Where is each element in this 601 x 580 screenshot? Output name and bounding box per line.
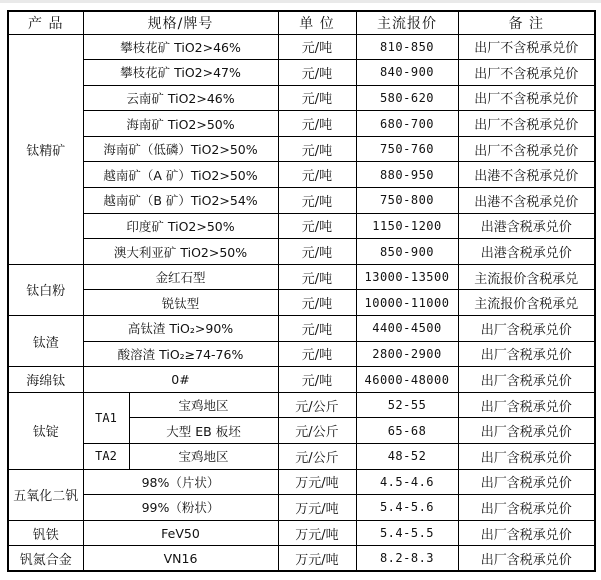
- spec-cell: 云南矿 TiO2>46%: [83, 85, 278, 111]
- header-product: 产 品: [8, 11, 83, 34]
- price-cell: 2800-2900: [356, 341, 458, 367]
- note-cell: 主流报价含税承兑: [458, 264, 595, 290]
- price-cell: 65-68: [356, 418, 458, 444]
- spec-cell: 高钛渣 TiO₂>90%: [83, 316, 278, 342]
- spec-cell: FeV50: [83, 520, 278, 546]
- unit-cell: 元/吨: [278, 290, 356, 316]
- grade-cell: TA1: [83, 392, 129, 443]
- price-cell: 5.4-5.6: [356, 495, 458, 521]
- table-row: [8, 213, 595, 239]
- spec-cell: VN16: [83, 546, 278, 572]
- header-price: 主流报价: [356, 11, 458, 34]
- table-row: [8, 264, 595, 290]
- spec-cell: 酸溶渣 TiO₂≥74-76%: [83, 341, 278, 367]
- price-cell: 580-620: [356, 85, 458, 111]
- note-cell: 出港不含税承兑价: [458, 188, 595, 214]
- unit-cell: 元/吨: [278, 162, 356, 188]
- table-row: [8, 520, 595, 546]
- price-cell: 1150-1200: [356, 213, 458, 239]
- product-group-label: 钛精矿: [8, 34, 83, 264]
- header-row: [8, 11, 595, 34]
- product-group-label: 五氧化二钒: [8, 469, 83, 520]
- price-cell: 8.2-8.3: [356, 546, 458, 572]
- spec-cell: 0#: [83, 367, 278, 393]
- unit-cell: 元/吨: [278, 188, 356, 214]
- table-row: [8, 316, 595, 342]
- header-unit: 单 位: [278, 11, 356, 34]
- product-group-label: 钒氮合金: [8, 546, 83, 572]
- spec-cell: 金红石型: [83, 264, 278, 290]
- note-cell: 出港含税承兑价: [458, 239, 595, 265]
- note-cell: 出厂不含税承兑价: [458, 111, 595, 137]
- note-cell: 出厂不含税承兑价: [458, 85, 595, 111]
- table-row: [8, 495, 595, 521]
- unit-cell: 元/公斤: [278, 444, 356, 470]
- spec-cell: 宝鸡地区: [129, 392, 278, 418]
- spec-cell: 锐钛型: [83, 290, 278, 316]
- table-row: [8, 392, 595, 418]
- product-group-label: 钛锭: [8, 392, 83, 469]
- table-row: [8, 367, 595, 393]
- unit-cell: 元/吨: [278, 367, 356, 393]
- price-cell: 48-52: [356, 444, 458, 470]
- spec-cell: 99%（粉状）: [83, 495, 278, 521]
- note-cell: 出厂含税承兑价: [458, 316, 595, 342]
- table-row: [8, 239, 595, 265]
- price-cell: 52-55: [356, 392, 458, 418]
- unit-cell: 万元/吨: [278, 495, 356, 521]
- price-cell: 4400-4500: [356, 316, 458, 342]
- spec-cell: 宝鸡地区: [129, 444, 278, 470]
- product-group-label: 钛渣: [8, 316, 83, 367]
- spec-cell: 攀枝花矿 TiO2>46%: [83, 34, 278, 60]
- unit-cell: 元/吨: [278, 60, 356, 86]
- unit-cell: 元/吨: [278, 85, 356, 111]
- note-cell: 出厂含税承兑价: [458, 444, 595, 470]
- spec-cell: 大型 EB 板坯: [129, 418, 278, 444]
- table-row: [8, 60, 595, 86]
- spec-cell: 越南矿（B 矿）TiO2>54%: [83, 188, 278, 214]
- grade-cell: TA2: [83, 444, 129, 470]
- unit-cell: 万元/吨: [278, 469, 356, 495]
- unit-cell: 元/吨: [278, 239, 356, 265]
- unit-cell: 元/公斤: [278, 418, 356, 444]
- table-row: [8, 188, 595, 214]
- price-cell: 680-700: [356, 111, 458, 137]
- note-cell: 出厂不含税承兑价: [458, 60, 595, 86]
- table-row: [8, 111, 595, 137]
- price-cell: 10000-11000: [356, 290, 458, 316]
- price-cell: 46000-48000: [356, 367, 458, 393]
- note-cell: 出厂含税承兑价: [458, 392, 595, 418]
- unit-cell: 万元/吨: [278, 520, 356, 546]
- spec-cell: 海南矿（低磷）TiO2>50%: [83, 136, 278, 162]
- price-cell: 4.5-4.6: [356, 469, 458, 495]
- note-cell: 出港不含税承兑价: [458, 162, 595, 188]
- note-cell: 出厂不含税承兑价: [458, 34, 595, 60]
- unit-cell: 元/吨: [278, 111, 356, 137]
- unit-cell: 元/吨: [278, 136, 356, 162]
- price-cell: 850-900: [356, 239, 458, 265]
- note-cell: 出厂含税承兑价: [458, 520, 595, 546]
- table-row: [8, 469, 595, 495]
- table-row: [8, 136, 595, 162]
- price-cell: 840-900: [356, 60, 458, 86]
- note-cell: 出厂含税承兑价: [458, 418, 595, 444]
- note-cell: 出港含税承兑价: [458, 213, 595, 239]
- spec-cell: 攀枝花矿 TiO2>47%: [83, 60, 278, 86]
- note-cell: 出厂含税承兑价: [458, 341, 595, 367]
- price-table: [7, 10, 596, 572]
- unit-cell: 元/公斤: [278, 392, 356, 418]
- product-group-label: 海绵钛: [8, 367, 83, 393]
- table-row: [8, 34, 595, 60]
- unit-cell: 元/吨: [278, 34, 356, 60]
- note-cell: 出厂含税承兑价: [458, 546, 595, 572]
- product-group-label: 钛白粉: [8, 264, 83, 315]
- spec-cell: 98%（片状）: [83, 469, 278, 495]
- top-edge-strip: [0, 0, 601, 3]
- price-cell: 810-850: [356, 34, 458, 60]
- note-cell: 出厂含税承兑价: [458, 367, 595, 393]
- product-group-label: 钒铁: [8, 520, 83, 546]
- price-cell: 750-800: [356, 188, 458, 214]
- price-cell: 880-950: [356, 162, 458, 188]
- note-cell: 出厂不含税承兑价: [458, 136, 595, 162]
- unit-cell: 万元/吨: [278, 546, 356, 572]
- table-row: [8, 341, 595, 367]
- unit-cell: 元/吨: [278, 264, 356, 290]
- header-note: 备 注: [458, 11, 595, 34]
- price-cell: 13000-13500: [356, 264, 458, 290]
- spec-cell: 海南矿 TiO2>50%: [83, 111, 278, 137]
- unit-cell: 元/吨: [278, 316, 356, 342]
- price-cell: 750-760: [356, 136, 458, 162]
- table-row: [8, 85, 595, 111]
- unit-cell: 元/吨: [278, 213, 356, 239]
- spec-cell: 澳大利亚矿 TiO2>50%: [83, 239, 278, 265]
- table-row: [8, 546, 595, 572]
- spec-cell: 印度矿 TiO2>50%: [83, 213, 278, 239]
- table-row: [8, 444, 595, 470]
- price-cell: 5.4-5.5: [356, 520, 458, 546]
- note-cell: 主流报价含税承兑: [458, 290, 595, 316]
- spec-cell: 越南矿（A 矿）TiO2>50%: [83, 162, 278, 188]
- table-row: [8, 290, 595, 316]
- table-row: [8, 162, 595, 188]
- header-spec: 规格/牌号: [83, 11, 278, 34]
- unit-cell: 元/吨: [278, 341, 356, 367]
- note-cell: 出厂含税承兑价: [458, 495, 595, 521]
- note-cell: 出厂含税承兑价: [458, 469, 595, 495]
